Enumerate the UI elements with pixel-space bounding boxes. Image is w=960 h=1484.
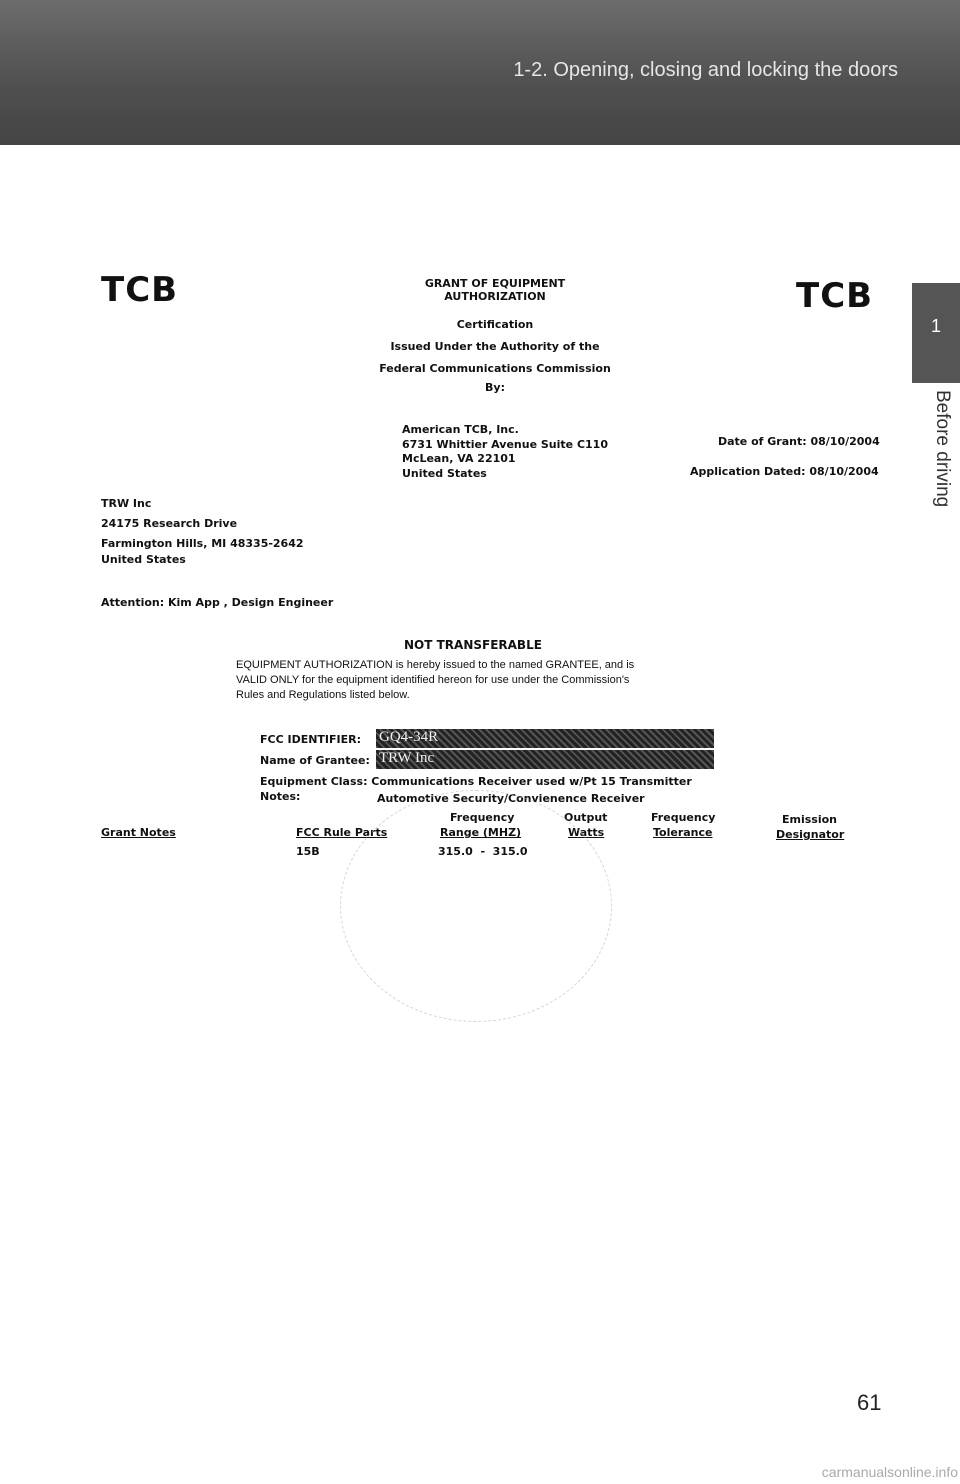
grant-heading-line2: AUTHORIZATION <box>444 290 546 303</box>
grantee-name-value: TRW Inc <box>379 750 435 766</box>
section-title: 1-2. Opening, closing and locking the doors <box>513 59 898 81</box>
by-label: By: <box>485 381 505 394</box>
grant-heading <box>340 277 650 303</box>
frequency-range-header-line2: Range (MHZ) <box>440 826 522 839</box>
output-watts-header-line1: Output <box>564 811 608 824</box>
grant-heading-line1: GRANT OF EQUIPMENT <box>424 277 566 290</box>
fcc-authority-label: Federal Communications Commission <box>379 362 611 375</box>
grantee-name-label: Name of Grantee: <box>260 754 370 767</box>
grantee-name: TRW Inc <box>101 497 152 510</box>
seal-watermark <box>340 790 612 1022</box>
chapter-label: Before driving <box>932 390 953 508</box>
notes-label: Notes: <box>260 790 301 803</box>
grantee-address1: 24175 Research Drive <box>101 517 238 530</box>
frequency-tolerance-header-line1: Frequency <box>651 811 716 824</box>
notes-value: Automotive Security/Convienence Receiver <box>377 792 645 805</box>
tcb-logo-right: TCB <box>796 276 874 316</box>
authorization-body-line3: Rules and Regulations listed below. <box>236 689 410 701</box>
issuer-name: American TCB, Inc. <box>402 423 519 436</box>
certification-label: Certification <box>456 318 534 331</box>
authorization-body-line1: EQUIPMENT AUTHORIZATION is hereby issued to the named GRANTEE, and is <box>236 659 635 671</box>
fcc-identifier-value: GQ4-34R <box>379 729 439 745</box>
grantee-country: United States <box>101 553 186 566</box>
table-row-rule-part: 15B <box>296 845 320 858</box>
output-watts-header-line2: Watts <box>568 826 605 839</box>
attention-line: Attention: Kim App , Design Engineer <box>101 596 334 609</box>
grantee-address2: Farmington Hills, MI 48335-2642 <box>101 537 304 550</box>
issuer-address2: McLean, VA 22101 <box>402 452 516 465</box>
frequency-range-header-line1: Frequency <box>450 811 515 824</box>
application-dated: Application Dated: 08/10/2004 <box>690 465 879 478</box>
frequency-tolerance-header-line2: Tolerance <box>653 826 713 839</box>
issuer-country: United States <box>402 467 487 480</box>
equipment-class: Equipment Class: Communications Receiver used w/Pt 15 Transmitter <box>260 775 692 788</box>
emission-designator-header-line2: Designator <box>776 828 845 841</box>
header-band <box>0 0 960 145</box>
chapter-number: 1 <box>930 316 941 336</box>
fcc-rule-parts-header: FCC Rule Parts <box>296 826 388 839</box>
table-row-frequency-range: 315.0 - 315.0 <box>438 845 528 858</box>
authorization-body-line2: VALID ONLY for the equipment identified hereon for use under the Commission's <box>236 674 630 686</box>
emission-designator-header-line1: Emission <box>782 813 837 826</box>
issuer-address1: 6731 Whittier Avenue Suite C110 <box>402 438 608 451</box>
issued-under-label: Issued Under the Authority of the <box>390 340 600 353</box>
chapter-tab <box>912 283 960 383</box>
not-transferable-label: NOT TRANSFERABLE <box>404 638 542 652</box>
fcc-identifier-label: FCC IDENTIFIER: <box>260 733 362 746</box>
footer-watermark: carmanualsonline.info <box>821 1464 958 1480</box>
date-of-grant: Date of Grant: 08/10/2004 <box>718 435 880 448</box>
tcb-logo-left: TCB <box>101 270 179 310</box>
page-number: 61 <box>857 1390 882 1415</box>
grant-notes-header: Grant Notes <box>101 826 176 839</box>
